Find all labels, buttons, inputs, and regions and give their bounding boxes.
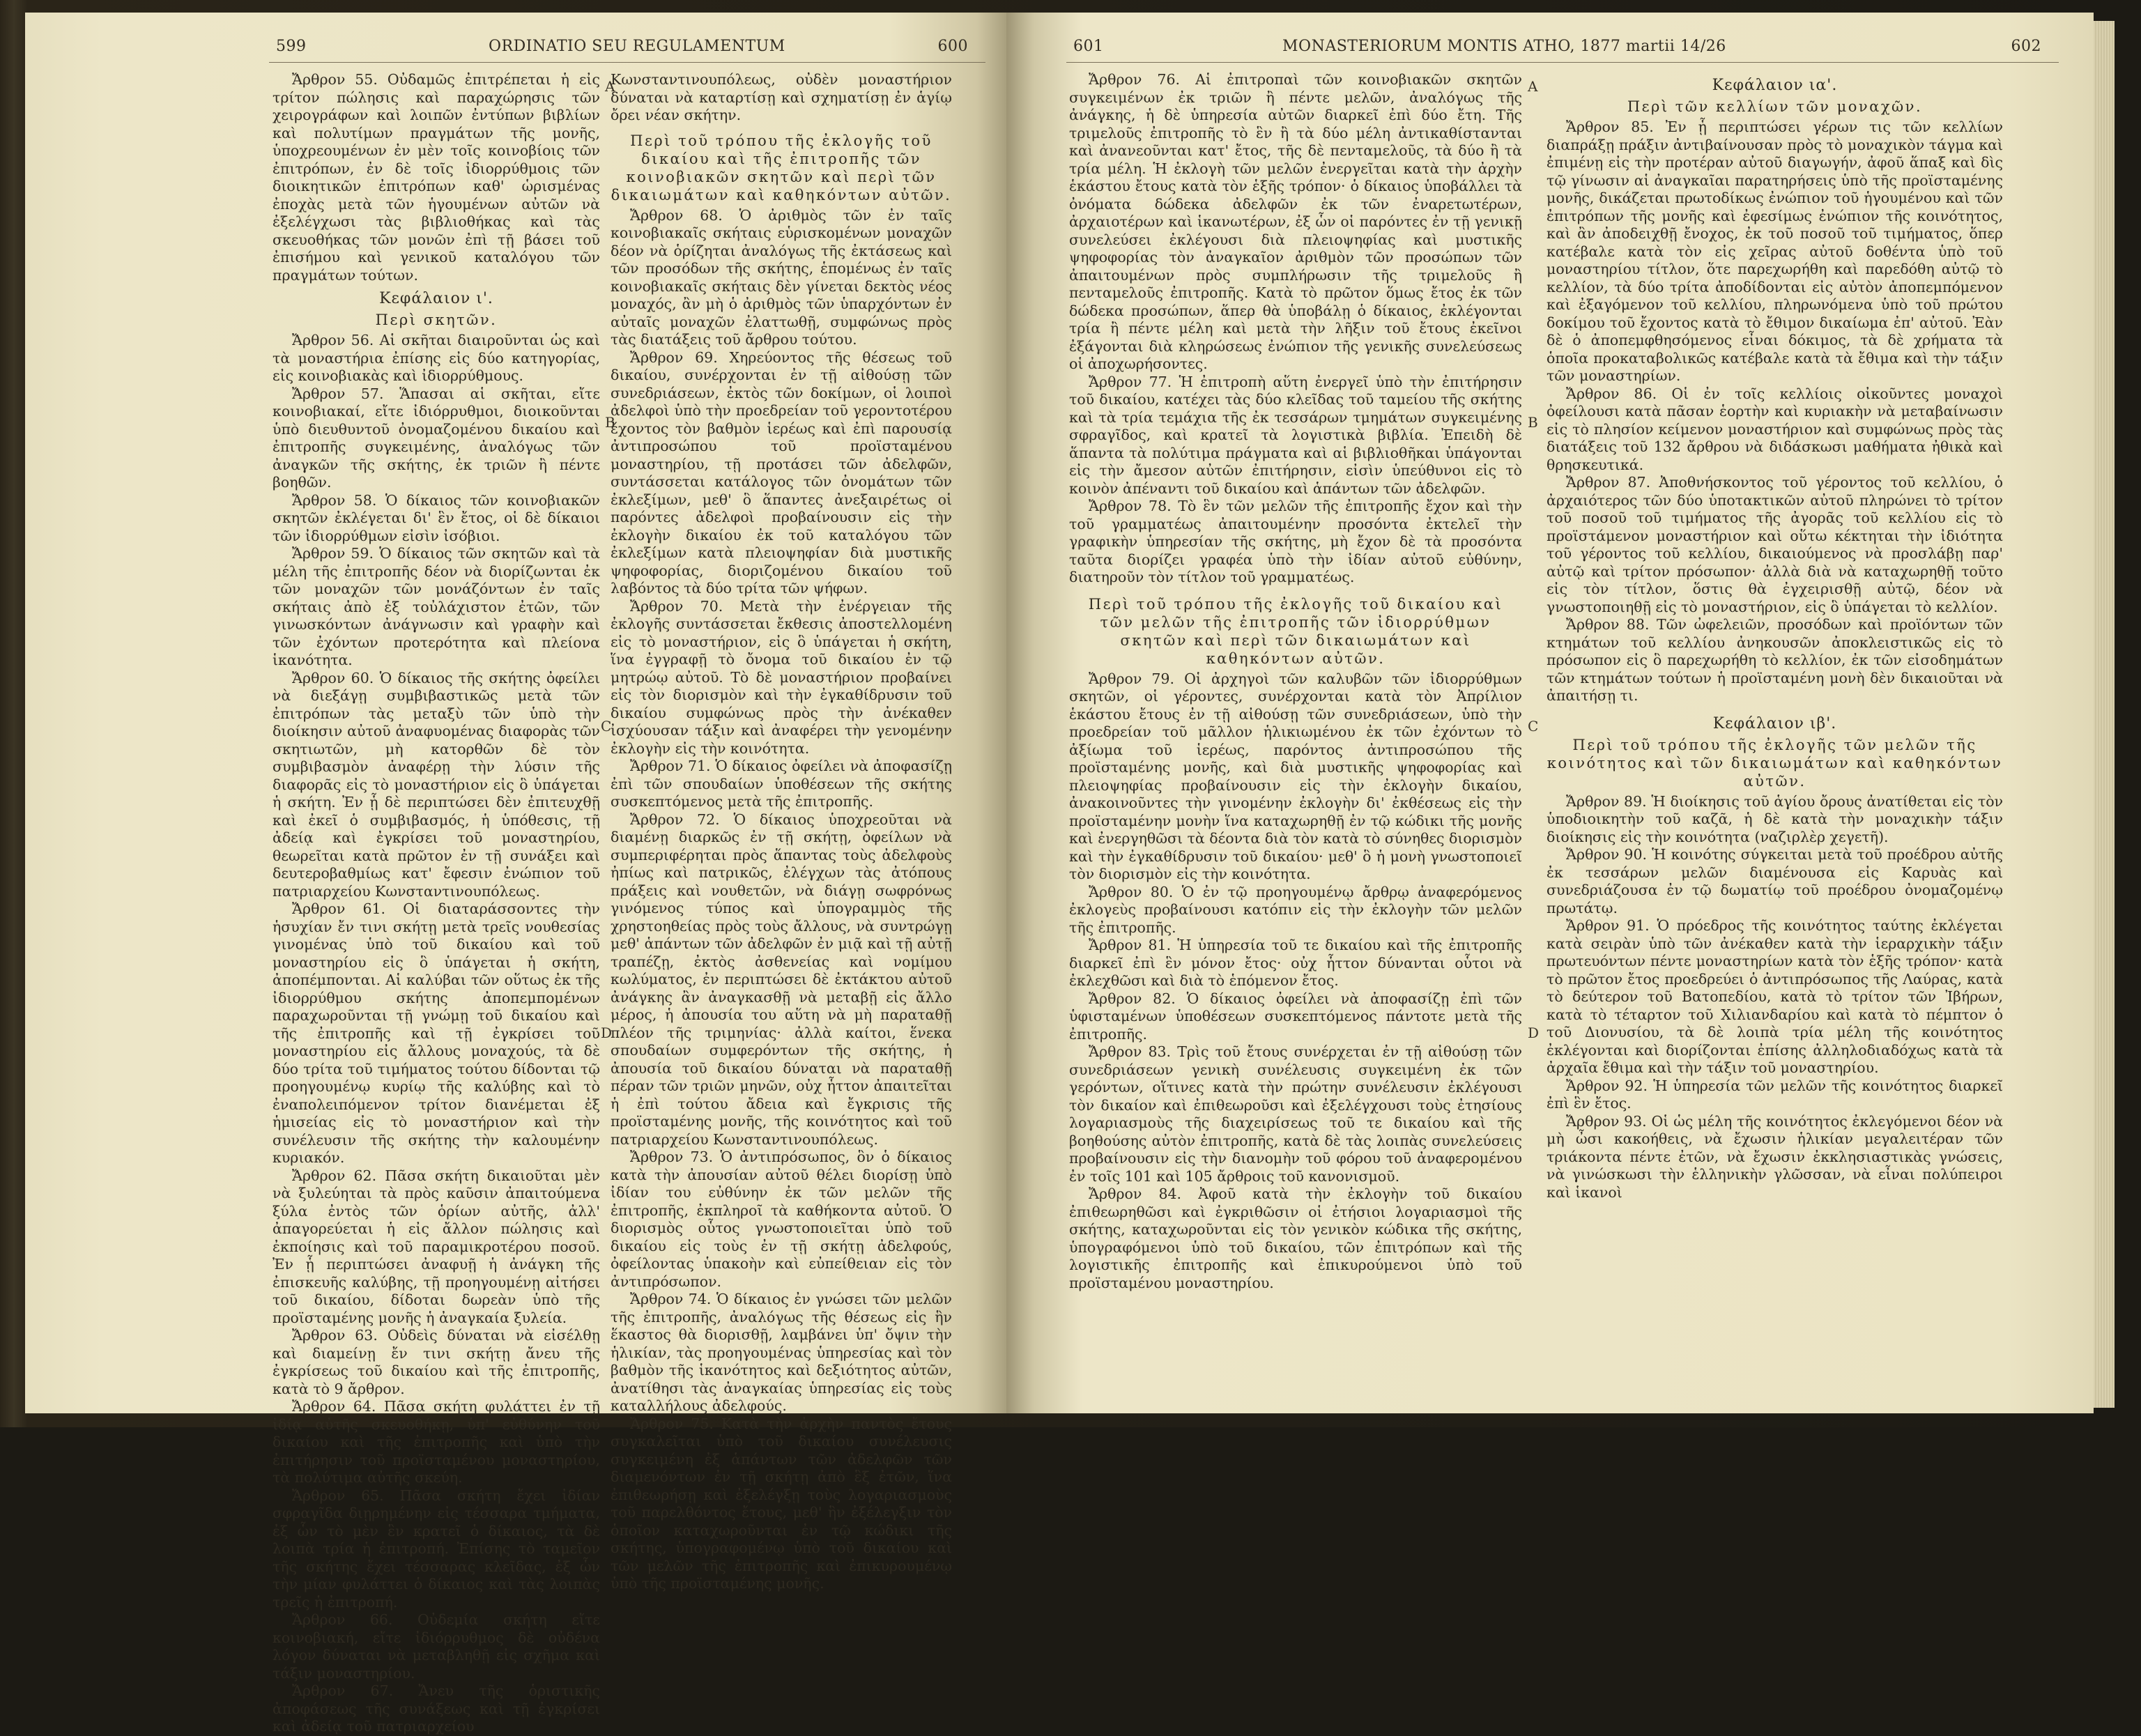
left-running-header xyxy=(269,32,985,63)
article-65: Ἄρθρον 65. Πᾶσα σκήτη ἔχει ἰδίαν σφραγῖδα διῃρημένην εἰς τέσσαρα τμήματα, ἐξ ὧν τὸ μὲν ἓν κρατεῖ ὁ δίκαιος, τὰ δὲ λοιπὰ τρία ἡ ἐπιτροπή. Ἐπίσης τὸ ταμεῖον τῆς σκήτης ἔχει τέσσαρας κλεῖδας, ἐξ ὧν τὴν μίαν φυλάττει ὁ δίκαιος καὶ τὰς λοιπὰς τρεῖς ἡ ἐπιτροπή. xyxy=(273,1487,600,1611)
margin-letter-b: B xyxy=(1528,414,1538,431)
article-63: Ἄρθρον 63. Οὐδεὶς δύναται νὰ εἰσέλθῃ καὶ διαμείνῃ ἔν τινι σκήτῃ ἄνευ τῆς ἐγκρίσεως τοῦ δικαίου καὶ τῆς ἐπιτροπῆς, κατὰ τὸ 9 ἄρθρον. xyxy=(273,1327,600,1397)
running-title-left: ORDINATIO SEU REGULAMENTUM xyxy=(489,38,785,55)
article-91: Ἄρθρον 91. Ὁ πρόεδρος τῆς κοινότητος ταύτης ἐκλέγεται κατὰ σειρὰν ὑπὸ τῶν ἀνέκαθεν κατὰ τὴν ἱεραρχικὴν τάξιν πρωτευόντων πέντε μοναστηρίων κατὰ τὸν ἑξῆς τρόπον· κατὰ τὸ πρῶτον ἔτος προεδρεύει ὁ ἀντιπρόσωπος τῆς Λαύρας, κατὰ τὸ δεύτερον τοῦ Βατοπεδίου, κατὰ τὸ τρίτον τῶν Ἰβήρων, κατὰ τὸ τέταρτον τοῦ Χιλιανδαρίου καὶ κατὰ τὸ πέμπτον ὁ τοῦ Διονυσίου, τὰ δὲ λοιπὰ τρία μέλη τῆς κοινότητος ἐκλέγονται καὶ διορίζονται ἐπίσης ἀλληλοδιαδόχως κατὰ τὰ ἀρχαῖα ἔθιμα καὶ τὴν τάξιν τοῦ μοναστηρίου. xyxy=(1547,917,2003,1076)
left-column-1 xyxy=(273,71,600,1735)
chapter-heading-11: Κεφάλαιον ια'. xyxy=(1712,77,1838,94)
margin-letter-c: C xyxy=(601,718,612,735)
article-68: Ἄρθρον 68. Ὁ ἀριθμὸς τῶν ἐν ταῖς κοινοβιακαῖς σκήταις εὑρισκομένων μοναχῶν δέον νὰ ὁρίζηται ἀναλόγως τῆς ἐκτάσεως καὶ τῶν προσόδων τῆς σκήτης, ἑπομένως ἐν ταῖς κοινοβιακαῖς σκήταις δὲν γίνεται δεκτὸς νέος μοναχός, ἂν μὴ ὁ ἀριθμὸς τῶν ὑπαρχόντων ἐν αὐταῖς μοναχῶν ἐλαττωθῇ, συμφώνως πρὸς τὰς διατάξεις τοῦ ἄρθρου τούτου. xyxy=(611,206,952,348)
article-66: Ἄρθρον 66. Οὐδεμία σκήτη εἴτε κοινοβιακή, εἴτε ἰδιόρρυθμος δὲ οὐδένα λόγον δύναται νὰ μεταβληθῇ εἰς σχῆμα καὶ τάξιν μοναστηρίου. xyxy=(273,1611,600,1682)
article-76: Ἄρθρον 76. Αἱ ἐπιτροπαὶ τῶν κοινοβιακῶν σκητῶν συγκειμένων ἐκ τριῶν ἢ πέντε μελῶν, ἀναλόγως τῆς ἀνάγκης, ἡ δὲ ὑπηρεσία αὐτῶν διαρκεῖ ἐπὶ δύο ἔτη. Τῆς τριμελοῦς ἐπιτροπῆς τὸ ἓν ἢ τὰ δύο μέλη ἀντικαθίστανται καὶ ἀνανεοῦνται κατ' ἔτος, τῆς δὲ πενταμελοῦς, τὰ δύο ἢ τὰ τρία μέλη. Ἡ ἐκλογὴ τῶν μελῶν ἐνεργεῖται κατὰ τὴν ἀρχὴν ἑκάστου ἔτους κατὰ τὸν ἑξῆς τρόπον· ὁ δίκαιος ὑποβάλλει τὰ ὀνόματα δώδεκα ἀδελφῶν ἐκ τῶν ἐναρετωτέρων, ἀρχαιοτέρων καὶ ἱκανωτέρων, ἐξ ὧν οἱ παρόντες ἐν τῇ γενικῇ συνελεύσει ἐκλέγουσι διὰ πλειοψηφίας καὶ μυστικῆς ψηφοφορίας τὸν ἀναγκαῖον ἀριθμὸν τῶν προσώπων τῶν ἀπαιτουμένων πρὸς συμπλήρωσιν τῆς τριμελοῦς ἢ πενταμελοῦς ἐπιτροπῆς. Κατὰ τὸ πρῶτον ὅμως ἔτος ἐκ τῶν δώδεκα προσώπων, ἅπερ θὰ ὑποβάλῃ ὁ δίκαιος, ἐκλέγονται τρία ἢ πέντε μέλη καὶ μετὰ τὴν λῆξιν τοῦ ἔτους ἐκεῖνοι ἐξάγονται διὰ κληρώσεως ἐνώπιον τῆς γενικῆς συνελεύσεως οἱ ἀποχωρήσοντες. xyxy=(1069,71,1522,372)
article-61: Ἄρθρον 61. Οἱ διαταράσσοντες τὴν ἡσυχίαν ἔν τινι σκήτῃ μετὰ τρεῖς νουθεσίας γινομένας ὑπὸ τοῦ δικαίου καὶ τοῦ μοναστηρίου εἰς ὃ ὑπάγεται ἡ σκήτη, ἀποπέμπονται. Αἱ καλύβαι τῶν οὕτως ἐκ τῆς ἰδιορρύθμου σκήτης ἀποπεμπομένων παραχωροῦνται τῇ γνώμῃ τοῦ δικαίου καὶ τῆς ἐπιτροπῆς καὶ τῇ ἐγκρίσει τοῦ μοναστηρίου εἰς ἄλλους μοναχούς, τὰ δὲ δύο τρίτα τοῦ τιμήματος τούτου δίδονται τῷ προηγουμένῳ κυρίῳ τῆς καλύβης καὶ τὸ ἐναπολειπόμενον τρίτον διανέμεται ἐξ ἡμισείας εἰς τὸ μοναστήριον καὶ τὴν συνέλευσιν τῆς σκήτης τὴν καλουμένην κυριακόν. xyxy=(273,900,600,1166)
article-90: Ἄρθρον 90. Ἡ κοινότης σύγκειται μετὰ τοῦ προέδρου αὐτῆς ἐκ τεσσάρων μελῶν διαμένουσα εἰς Καρυὰς καὶ συνεδριάζουσα ἐν τῷ δωματίῳ τοῦ προέδρου ὀνομαζομένῳ πρωτάτῳ. xyxy=(1547,846,2003,916)
article-72: Ἄρθρον 72. Ὁ δίκαιος ὑποχρεοῦται νὰ διαμένῃ διαρκῶς ἐν τῇ σκήτῃ, ὀφείλων νὰ συμπεριφέρηται πρὸς ἅπαντας τοὺς ἀδελφοὺς ἠπίως καὶ πατρικῶς, ἐλέγχων τὰς ἀτόπους πράξεις καὶ νουθετῶν, νὰ διάγῃ σωφρόνως γινόμενος τύπος καὶ ὑπογραμμὸς τῆς χρηστοηθείας πρὸς τοὺς ἄλλους, νὰ συντρώγῃ μεθ' ἁπάντων τῶν ἀδελφῶν ἐν μιᾷ καὶ τῇ αὐτῇ τραπέζῃ, ἐκτὸς ἀσθενείας καὶ νομίμου κωλύματος, ἐν περιπτώσει δὲ ἐκτάκτου αὐτοῦ ἀνάγκης ἂν ἀναγκασθῇ νὰ μεταβῇ εἰς ἄλλο μέρος, ἡ ἀπουσία του αὕτη νὰ μὴ παραταθῇ πλέον τῆς τριμηνίας· ἀλλὰ καίτοι, ἕνεκα σπουδαίων συμφερόντων τῆς σκήτης, ἡ ἀπουσία τοῦ δικαίου δύναται νὰ παραταθῇ πέραν τῶν τριῶν μηνῶν, οὐχ ἧττον ἀπαιτεῖται ἡ ἐπὶ τούτου ἄδεια καὶ ἔγκρισις τῆς προϊσταμένης μονῆς, τῆς κοινότητος καὶ τοῦ πατριαρχείου Κωνσταντινουπόλεως. xyxy=(611,811,952,1148)
article-77: Ἄρθρον 77. Ἡ ἐπιτροπὴ αὕτη ἐνεργεῖ ὑπὸ τὴν ἐπιτήρησιν τοῦ δικαίου, κατέχει τὰς δύο κλεῖδας τοῦ ταμείου τῆς σκήτης καὶ τὰ τρία τεμάχια τῆς ἐκ τεσσάρων τμημάτων συγκειμένης σφραγῖδος, καὶ κρατεῖ τὰ λογιστικὰ βιβλία. Ἐπειδὴ δὲ ἅπαντα τὰ πολύτιμα πράγματα καὶ αἱ βιβλιοθῆκαι ὑπάγονται εἰς τὴν ἄμεσον αὐτῶν ἐπιτήρησιν, εἰσὶν ὑπεύθυνοι εἰς τὸ κοινὸν ἀπέναντι τοῦ δικαίου καὶ ἁπάντων τῶν ἀδελφῶν. xyxy=(1069,373,1522,497)
article-80: Ἄρθρον 80. Ὁ ἐν τῷ προηγουμένῳ ἄρθρῳ ἀναφερόμενος ἐκλογεὺς προβαίνουσι κατόπιν εἰς τὴν ἐκλογὴν τῶν μελῶν τῆς ἐπιτροπῆς. xyxy=(1069,883,1522,936)
page-number-599: 599 xyxy=(276,38,307,55)
section-heading-sketes: Περὶ σκητῶν. xyxy=(375,312,498,328)
article-70: Ἄρθρον 70. Μετὰ τὴν ἐνέργειαν τῆς ἐκλογῆς συντάσσεται ἔκθεσις ἀποστελλομένη εἰς τὸ μοναστήριον, εἰς ὃ ὑπάγεται ἡ σκήτη, ἵνα ἐγγραφῇ τὸ ὄνομα τοῦ δικαίου ἐν τῷ μητρώῳ αὐτοῦ. Τὸ δὲ μοναστήριον προβαίνει εἰς τὸν διορισμὸν καὶ τὴν ἐγκαθίδρυσιν τοῦ δικαίου συμφώνως πρὸς τὴν ἀνέκαθεν ἰσχύουσαν τάξιν καὶ ἀναφέρει τὴν γενομένην ἐκλογὴν εἰς τὴν κοινότητα. xyxy=(611,597,952,757)
article-56: Ἄρθρον 56. Αἱ σκῆται διαιροῦνται ὡς καὶ τὰ μοναστήρια ἐπίσης εἰς δύο κατηγορίας, εἰς κοινοβιακὰς καὶ ἰδιορρύθμους. xyxy=(273,332,600,384)
article-87: Ἄρθρον 87. Ἀποθνήσκοντος τοῦ γέροντος τοῦ κελλίου, ὁ ἀρχαιότερος τῶν δύο ὑποτακτικῶν αὐτοῦ πληρώνει τὸ τρίτον τοῦ ποσοῦ τοῦ τιμήματος τῆς ἀγορᾶς τοῦ κελλίου εἰς τὸ προϊστάμενον μοναστήριον καὶ οὕτω κέκτηται τὴν ἰδιότητα τοῦ γέροντος τοῦ κελλίου, δικαιούμενος νὰ προσλάβῃ παρ' αὐτῷ καὶ τρίτον πρόσωπον· ἀλλὰ διὰ νὰ καταχωρηθῇ τοῦτο εἰς τὸν τίτλον, ὅστις θὰ ἐγχειρισθῇ αὐτῷ, δέον νὰ γνωστοποιηθῇ εἰς τὸ μοναστήριον, εἰς ὃ ὑπάγεται τὸ κελλίον. xyxy=(1547,474,2003,615)
right-column-1 xyxy=(1069,71,1522,1399)
margin-letter-d: D xyxy=(601,1024,613,1041)
article-88: Ἄρθρον 88. Τῶν ὠφελειῶν, προσόδων καὶ προϊόντων τῶν κτημάτων τοῦ κελλίου ἀνηκουσῶν ἀποκλειστικῶς εἰς τὸ πρόσωπον εἰς ὃ παρεχωρήθη τὸ κελλίον, ἐκ τῶν εἰσοδημάτων τῶν κτημάτων τούτων ἡ προϊσταμένη μονὴ δὲν δικαιοῦται νὰ ἀπαιτήσῃ τι. xyxy=(1547,616,2003,704)
article-89: Ἄρθρον 89. Ἡ διοίκησις τοῦ ἁγίου ὄρους ἀνατίθεται εἰς τὸν ὑποδιοικητὴν τοῦ καζᾶ, ἡ δὲ κατὰ τὴν μοναχικὴν τάξιν διοίκησις εἰς τὴν κοινότητα (ναζιρλὲρ χεγετῆ). xyxy=(1547,792,2003,845)
page-number-602: 602 xyxy=(2011,38,2041,55)
continuation-text: Κωνσταντινουπόλεως, οὐδὲν μοναστήριον δύναται νὰ καταρτίσῃ καὶ σχηματίσῃ ἐν ἁγίῳ ὄρει νέαν σκήτην. xyxy=(611,71,952,123)
article-75: Ἄρθρον 75. Κατὰ τὴν ἀρχὴν παντὸς ἔτους συγκαλεῖται ὑπὸ τοῦ δικαίου συνέλευσις συγκειμένη ἐξ ἁπάντων τῶν ἀδελφῶν τῶν διαμενόντων ἐν τῇ σκήτῃ ἀπὸ ἓξ ἐτῶν, ἵνα ἐπιθεωρήσῃ καὶ ἐξελέγξῃ τοὺς λογαριασμοὺς τοῦ παρελθόντος ἔτους, μεθ' ἣν ἐξέλεγξιν τὸν ὁποῖον καταχωροῦνται ἐν τῷ κώδικι τῆς σκήτης, ὑπογραφομένῳ ὑπὸ τοῦ δικαίου καὶ τῶν μελῶν τῆς ἐπιτροπῆς καὶ ἐπικυρουμένῳ ὑπὸ τῆς προϊσταμένης μονῆς. xyxy=(611,1415,952,1592)
article-82: Ἄρθρον 82. Ὁ δίκαιος ὀφείλει νὰ ἀποφασίζῃ ἐπὶ τῶν ὑφισταμένων ὑποθέσεων συσκεπτόμενος πάντοτε μετὰ τῆς ἐπιτροπῆς. xyxy=(1069,990,1522,1043)
section-heading-idiorrhythmic: Περὶ τοῦ τρόπου τῆς ἐκλογῆς τοῦ δικαίου καὶ τῶν μελῶν τῆς ἐπιτροπῆς τῶν ἰδιορρύθμων σκητῶν καὶ περὶ τῶν δικαιωμάτων καὶ καθηκόντων αὐτῶν. xyxy=(1088,595,1503,667)
header-rule xyxy=(269,62,985,63)
header-rule xyxy=(1066,62,2059,63)
article-67: Ἄρθρον 67. Ἄνευ τῆς ὁριστικῆς ἀποφάσεως τῆς συνάξεως καὶ τῇ ἐγκρίσει καὶ ἀδείᾳ τοῦ πατριαρχείου xyxy=(273,1682,600,1735)
article-92: Ἄρθρον 92. Ἡ ὑπηρεσία τῶν μελῶν τῆς κοινότητος διαρκεῖ ἐπὶ ἓν ἔτος. xyxy=(1547,1077,2003,1112)
left-page xyxy=(25,13,1006,1735)
article-83: Ἄρθρον 83. Τρὶς τοῦ ἔτους συνέρχεται ἐν τῇ αἰθούσῃ τῶν συνεδριάσεων γενικὴ συνέλευσις συγκειμένη ἐκ τῶν γερόντων, οἵτινες κατὰ τὴν πρώτην συνέλευσιν ἐκλέγουσι τὸν δικαίον καὶ ἐπιθεωροῦσι καὶ ἐξελέγχουσι τοὺς ἐτησίους λογαριασμοὺς τῆς διαχειρίσεως τοῦ τε δικαίου καὶ τῆς βοηθούσης αὐτὸν ἐπιτροπῆς, κατὰ δὲ τὰς λοιπὰς συνελεύσεις προβαίνουσιν εἰς τὴν διανομὴν τοῦ φόρου τοῦ ἀναφερομένου ἐν τοῖς 101 καὶ 105 ἄρθροις τοῦ κανονισμοῦ. xyxy=(1069,1043,1522,1185)
article-84: Ἄρθρον 84. Ἀφοῦ κατὰ τὴν ἐκλογὴν τοῦ δικαίου ἐπιθεωρηθῶσι καὶ ἐγκριθῶσιν οἱ ἐτήσιοι λογαριασμοὶ τῆς σκήτης, καταχωροῦνται εἰς τὸν γενικὸν κώδικα τῆς σκήτης, ὑπογραφόμενοι ὑπὸ τοῦ δικαίου, τῶν ἐπιτρόπων καὶ τῆς λογιστικῆς ἐπιτροπῆς καὶ ἐπικυρούμενοι ὑπὸ τοῦ προϊσταμένου μοναστηρίου. xyxy=(1069,1185,1522,1291)
running-title-right: MONASTERIORUM MONTIS ATHO, 1877 martii 14/26 xyxy=(1282,38,1726,55)
article-62: Ἄρθρον 62. Πᾶσα σκήτη δικαιοῦται μὲν νὰ ξυλεύηται τὰ πρὸς καῦσιν ἀπαιτούμενα ξύλα ἐντὸς τῶν ὁρίων αὐτῆς, ἀλλ' ἀπαγορεύεται ἡ εἰς ἄλλον πώλησις καὶ ἐκποίησις καὶ τοῦ παραμικροτέρου ποσοῦ. Ἐν ᾗ περιπτώσει ἀναφυῇ ἡ ἀνάγκη τῆς ἐπισκευῆς καλύβης, τῇ προηγουμένῃ αἰτήσει τοῦ δικαίου, δίδοται δωρεὰν ὑπὸ τῆς προϊσταμένης μονῆς ἡ ἀναγκαία ξυλεία. xyxy=(273,1167,600,1326)
article-59: Ἄρθρον 59. Ὁ δίκαιος τῶν σκητῶν καὶ τὰ μέλη τῆς ἐπιτροπῆς δέον νὰ διορίζωνται ἐκ τῶν μοναχῶν τῶν μονάζόντων ἐν ταῖς σκήταις ἀπὸ ἐξ τοὐλάχιστον ἐτῶν, τῶν γινωσκόντων ἀνάγνωσιν καὶ γραφὴν καὶ τῶν ἐχόντων προτερότητα καὶ πλείονα ἱκανότητα. xyxy=(273,545,600,668)
section-heading-community: Περὶ τοῦ τρόπου τῆς ἐκλογῆς τῶν μελῶν τῆς κοινότητος καὶ τῶν δικαιωμάτων καὶ καθηκόντων αὐτῶν. xyxy=(1547,736,2003,790)
page-number-601: 601 xyxy=(1073,38,1104,55)
article-64: Ἄρθρον 64. Πᾶσα σκήτη φυλάττει ἐν τῇ ἰδίᾳ αὐτῆς σκευοθήκῃ, ὑπ' εὐθύνην τοῦ δικαίου καὶ τῆς ἐπιτροπῆς καὶ ὑπὸ τὴν ἐπιτήρησιν τοῦ προϊσταμένου μοναστηρίου, τὰ πολύτιμα αὐτῆς σκεύη. xyxy=(273,1398,600,1486)
margin-letter-d: D xyxy=(1528,1024,1540,1041)
margin-letter-b: B xyxy=(605,414,615,431)
right-running-header xyxy=(1066,32,2059,63)
article-73: Ἄρθρον 73. Ὁ ἀντιπρόσωπος, ὃν ὁ δίκαιος κατὰ τὴν ἀπουσίαν αὐτοῦ θέλει διορίσῃ ὑπὸ ἰδίαν του εὐθύνην ἐκ τῶν μελῶν τῆς ἐπιτροπῆς, ἐκπληροῖ τὰ καθήκοντα αὐτοῦ. Ὁ διορισμὸς οὗτος γνωστοποιεῖται ὑπὸ τοῦ δικαίου εἰς τοὺς ἐν τῇ σκήτῃ ἀδελφούς, ὀφείλοντας ὑπακοὴν καὶ εὐπείθειαν εἰς τὸν ἀντιπρόσωπον. xyxy=(611,1149,952,1290)
article-78: Ἄρθρον 78. Τὸ ἓν τῶν μελῶν τῆς ἐπιτροπῆς ἔχον καὶ τὴν τοῦ γραμματέως ἀπαιτουμένην προσόντα ἐκτελεῖ τὴν γραφικὴν ὑπηρεσίαν τῆς σκήτης, μὴ ἔχον δὲ τὰ προσόντα ταῦτα διορίζει γραφέα ὑπὸ τὴν ἰδίαν αὐτοῦ εὐθύνην, διατηροῦν τὸν τίτλον τοῦ γραμματέως. xyxy=(1069,498,1522,585)
chapter-heading-10: Κεφάλαιον ι'. xyxy=(379,290,493,307)
article-85: Ἄρθρον 85. Ἐν ᾗ περιπτώσει γέρων τις τῶν κελλίων διαπράξῃ πράξιν ἀντιβαίνουσαν πρὸς τὸ μοναχικὸν τάγμα καὶ ἐπιμένῃ εἰς τὴν προτέραν αὐτοῦ διαγωγήν, ἀφοῦ ἅπαξ καὶ δὶς τῷ γίνωσιν αἱ ἀναγκαῖαι παρατηρήσεις ὑπὸ τῆς προϊσταμένης μονῆς, δικάζεται πρωτοδίκως ἐνώπιον τοῦ ἡγουμένου καὶ τῶν ἐπιτρόπων τῆς μονῆς καὶ ἐφεσίμως ἐνώπιον τῆς κοινότητος, καὶ ἂν ἀποδειχθῇ ἔνοχος, ἐκ τοῦ ποσοῦ τοῦ τιμήματος, ὅπερ κατέβαλε κατὰ τὸν εἰς χεῖρας αὐτοῦ δοθέντα ὑπὸ τοῦ μοναστηρίου τίτλον, ὅτε παρεχωρήθη καὶ παρεδόθη αὐτῷ τὸ κελλίον, τὰ δύο τρίτα ἀποδίδονται εἰς αὐτὸν ἀποπεμπόμενον καὶ ἐξαγόμενον τοῦ κελλίου, πληρωνόμενα ὑπὸ τοῦ πρώτου δοκίμου τοῦ ἔχοντος κατὰ τὸ ἔθιμον δικαίωμα ἐπ' αὐτοῦ. Ἐὰν δὲ ὁ ἀποπεμφθησόμενος εἶναι δόκιμος, τὰ δὲ χρήματα τὰ ὁποῖα προκαταβολικῶς κατέβαλε κατὰ τὰ ἔθιμα καὶ τὴν τάξιν τῶν μοναστηρίων. xyxy=(1547,118,2003,384)
section-heading-election: Περὶ τοῦ τρόπου τῆς ἐκλογῆς τοῦ δικαίου καὶ τῆς ἐπιτροπῆς τῶν κοινοβιακῶν σκητῶν καὶ περὶ τῶν δικαιωμάτων καὶ καθηκόντων αὐτῶν. xyxy=(611,132,952,203)
chapter-heading-12: Κεφάλαιον ιβ'. xyxy=(1712,714,1837,732)
article-60: Ἄρθρον 60. Ὁ δίκαιος τῆς σκήτης ὀφείλει νὰ διεξάγῃ συμβιβαστικῶς μετὰ τῶν ἐπιτρόπων τὰς μεταξὺ τῶν ὑπὸ τὴν διοίκησιν αὐτοῦ ἀναφυομένας διαφορὰς τῶν σκητιωτῶν, μὴ κατορθῶν δὲ τὸν συμβιβασμὸν ἀναφέρῃ τὴν λύσιν τῆς διαφορᾶς εἰς τὸ μοναστήριον εἰς ὃ ὑπάγεται ἡ σκήτη. Ἐν ᾗ δὲ περιπτώσει δὲν ἐπιτευχθῇ καὶ ἐκεῖ ὁ συμβιβασμός, ἡ ὑπόθεσις, τῇ ἀδείᾳ καὶ ἐγκρίσει τοῦ μοναστηρίου, θεωρεῖται κατὰ πρῶτον ἐν τῇ συνάξει καὶ δευτεροβαθμίως κατ' ἔφεσιν ἐνώπιον τοῦ πατριαρχείου Κωνσταντινουπόλεως. xyxy=(273,669,600,900)
article-57: Ἄρθρον 57. Ἅπασαι αἱ σκῆται, εἴτε κοινοβιακαί, εἴτε ἰδιόρρυθμοι, διοικοῦνται ὑπὸ διευθυντοῦ ὀνομαζομένου δικαίου καὶ ἐπιτροπῆς συγκειμένης, ἀναλόγως τῶν ἀναγκῶν τῆς σκήτης, ἐκ τριῶν ἢ πέντε βοηθῶν. xyxy=(273,385,600,491)
right-column-2 xyxy=(1547,71,2003,1399)
article-79: Ἄρθρον 79. Οἱ ἀρχηγοὶ τῶν καλυβῶν τῶν ἰδιορρύθμων σκητῶν, οἱ γέροντες, συνέρχονται κατὰ τὸν Ἀπρίλιον ἑκάστου ἔτους ἐν τῇ αἰθούσῃ τῶν συνεδριάσεων, ὑπὸ τὴν προεδρείαν τοῦ μᾶλλον ἡλικιωμένου ἐκ τῶν ἐχόντων τὸ ἀξίωμα τοῦ ἱερέως, παρόντος ἀντιπροσώπου τῆς προϊσταμένης μονῆς, καὶ διὰ μυστικῆς ψηφοφορίας καὶ πλειοψηφίας προβαίνουσιν εἰς τὴν ἐκλογὴν δικαίου, ἀνακοινοῦντες τὴν γινομένην ἐκλογὴν δι' ἐκθέσεως εἰς τὴν προϊσταμένην μονὴν ἵνα καταχωρηθῇ ἐν τῷ κώδικι τῆς μονῆς καὶ ἐνεργηθῶσι τὰ δέοντα διὰ τὸν κατὰ τὸ σύνηθες διορισμὸν καὶ τὴν ἐγκαθίδρυσιν τοῦ δικαίου· μεθ' ὃ ἡ μονὴ γνωστοποιεῖ τὸν διορισμὸν εἰς τὴν κοινότητα. xyxy=(1069,670,1522,882)
article-86: Ἄρθρον 86. Οἱ ἐν τοῖς κελλίοις οἰκοῦντες μοναχοὶ ὀφείλουσι κατὰ πᾶσαν ἑορτὴν καὶ κυριακὴν νὰ μεταβαίνωσιν εἰς τὸ πλησίον κείμενον μοναστήριον καὶ συμφώνως πρὸς τὰς διατάξεις τοῦ 132 ἄρθρου νὰ διδάσκωσι μαθήματα ἠθικὰ καὶ θρησκευτικά. xyxy=(1547,385,2003,473)
margin-letter-a: A xyxy=(605,78,615,95)
left-column-2 xyxy=(611,71,952,1592)
right-page xyxy=(1006,13,2094,1413)
article-71: Ἄρθρον 71. Ὁ δίκαιος ὀφείλει νὰ ἀποφασίζῃ ἐπὶ τῶν σπουδαίων ὑποθέσεων τῆς σκήτης συσκεπτόμενος μετὰ τῆς ἐπιτροπῆς. xyxy=(611,758,952,810)
article-74: Ἄρθρον 74. Ὁ δίκαιος ἐν γνώσει τῶν μελῶν τῆς ἐπιτροπῆς, ἀναλόγως τῆς θέσεως εἰς ἣν ἕκαστος θὰ διορισθῇ, λαμβάνει ὑπ' ὄψιν τὴν ἡλικίαν, τὰς προηγουμένας ὑπηρεσίας καὶ τὸν βαθμὸν τῆς ἱκανότητος καὶ δεξιότητος αὐτῶν, ἀνατίθησι τὰς ἀναγκαίας ὑπηρεσίας εἰς τοὺς καταλλήλους ἀδελφούς. xyxy=(611,1291,952,1414)
article-58: Ἄρθρον 58. Ὁ δίκαιος τῶν κοινοβιακῶν σκητῶν ἐκλέγεται δι' ἓν ἔτος, οἱ δὲ δίκαιοι τῶν ἰδιορρύθμων εἰσὶν ἰσόβιοι. xyxy=(273,491,600,544)
article-55: Ἄρθρον 55. Οὐδαμῶς ἐπιτρέπεται ἡ εἰς τρίτον πώλησις καὶ παραχώρησις τῶν χειρογράφων καὶ λοιπῶν ἐντύπων βιβλίων καὶ πολυτίμων πραγμάτων τῆς μονῆς, ὑποχρεουμένων ἐν μὲν τοῖς κοινοβίοις τῶν ἐπιτρόπων, ἐν δὲ τοῖς ἰδιορρύθμοις τῶν διοικητικῶν ἐπιτρόπων καθ' ὡρισμένας ἐποχὰς μετὰ τῶν ἡγουμένων αὐτῶν νὰ ἐξελέγχωσι τὰς βιβλιοθήκας καὶ τὰς σκευοθήκας τῶν μονῶν ἐπὶ τῇ βάσει τοῦ ἐπισήμου καὶ γενικοῦ καταλόγου τῶν πραγμάτων τούτων. xyxy=(273,71,600,284)
page-fore-edge xyxy=(2094,21,2115,1408)
article-93: Ἄρθρον 93. Οἱ ὡς μέλη τῆς κοινότητος ἐκλεγόμενοι δέον νὰ μὴ ὦσι κακοήθεις, νὰ ἔχωσιν ἡλικίαν μεγαλειτέραν τῶν τριάκοντα πέντε ἐτῶν, νὰ ἔχωσιν ἐκκλησιαστικὰς γνώσεις, νὰ γινώσκωσι τὴν ἑλληνικὴν γλῶσσαν, νὰ εἶναι πολύπειροι καὶ ἱκανοὶ xyxy=(1547,1112,2003,1201)
article-69: Ἄρθρον 69. Χηρεύοντος τῆς θέσεως τοῦ δικαίου, συνέρχονται ἐν τῇ αἰθούσῃ τῶν συνεδριάσεων, ἐκτὸς τῶν δοκίμων, οἱ λοιποὶ ἀδελφοὶ ὑπὸ τὴν προεδρείαν τοῦ γεροντοτέρου ἔχοντος τὸν βαθμὸν ἱερέως καὶ ἐπὶ παρουσίᾳ ἀντιπροσώπου τοῦ προϊσταμένου μοναστηρίου, τῇ προτάσει τῶν ἀδελφῶν, συντάσσεται κατάλογος τῶν ὀνομάτων τῶν ἐκλεξίμων, μεθ' ὃ ἅπαντες ἀνεξαιρέτως οἱ παρόντες ἀδελφοὶ προβαίνουσιν εἰς τὴν ἐκλογὴν δικαίου ἐκ τοῦ καταλόγου τῶν ἐκλεξίμων κατὰ πλειοψηφίαν διὰ μυστικῆς ψηφοφορίας, διοριζομένου δικαίου τοῦ λαβόντος τὰ δύο τρίτα τῶν ψήφων. xyxy=(611,348,952,597)
article-81: Ἄρθρον 81. Ἡ ὑπηρεσία τοῦ τε δικαίου καὶ τῆς ἐπιτροπῆς διαρκεῖ ἐπὶ ἓν μόνον ἔτος· οὐχ ἧττον δύνανται οὗτοι νὰ ἐκλεχθῶσι καὶ διὰ τὸ ἑπόμενον ἔτος. xyxy=(1069,937,1522,989)
margin-letter-c: C xyxy=(1528,718,1539,735)
section-heading-cells: Περὶ τῶν κελλίων τῶν μοναχῶν. xyxy=(1627,98,1923,115)
margin-letter-a: A xyxy=(1528,78,1538,95)
page-number-600: 600 xyxy=(937,38,968,55)
